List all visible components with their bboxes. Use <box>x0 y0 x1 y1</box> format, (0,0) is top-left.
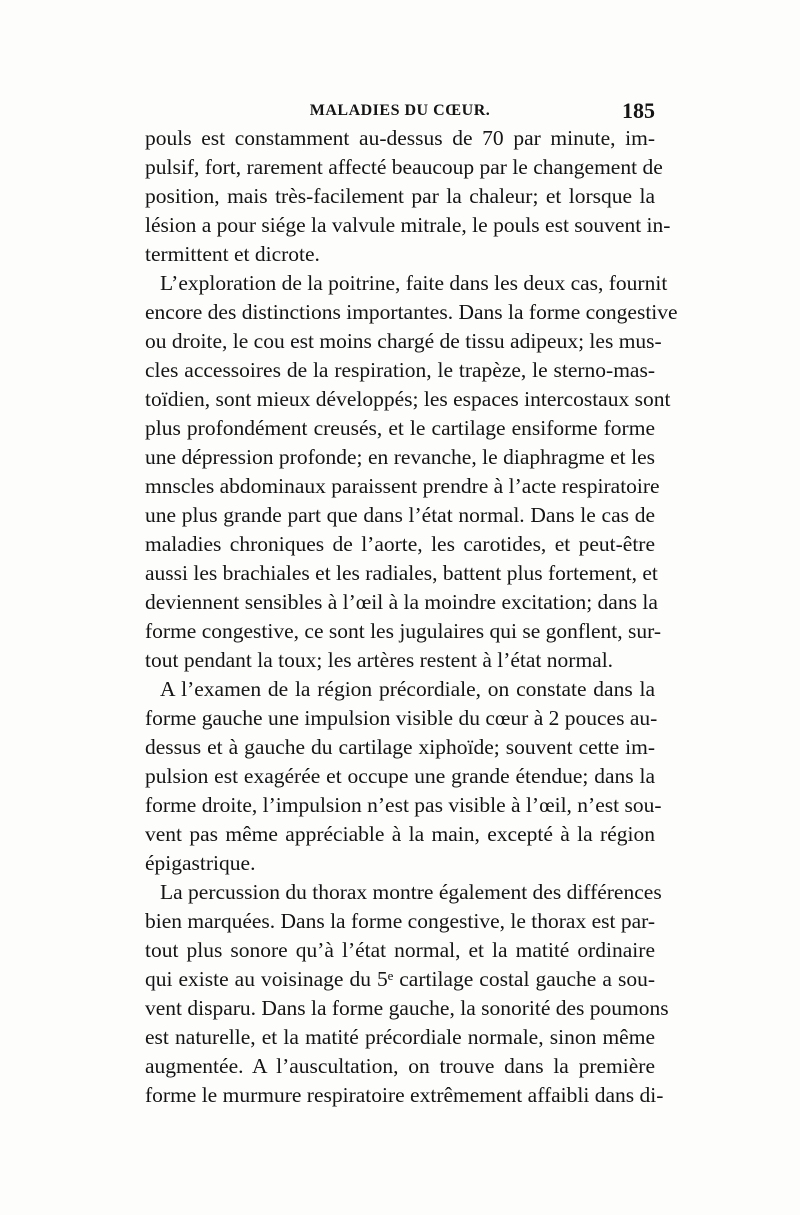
text-line: toïdien, sont mieux développés; les espaces intercostaux sont <box>145 387 671 411</box>
text-line: deviennent sensibles à l’œil à la moindre excitation; dans la <box>145 590 658 614</box>
text-line: A l’examen de la région précordiale, on constate dans la <box>160 677 655 701</box>
text-line: forme gauche une impulsion visible du cœur à 2 pouces au- <box>145 706 658 730</box>
text-line: tout pendant la toux; les artères restent à l’état normal. <box>145 648 614 672</box>
text-line: mnscles abdominaux paraissent prendre à l’acte respiratoire <box>145 474 660 498</box>
text-line: pouls est constamment au-dessus de 70 par minute, im- <box>145 126 655 150</box>
text-line: lésion a pour siége la valvule mitrale, le pouls est souvent in- <box>145 213 671 237</box>
text-line: La percussion du thorax montre également des différences <box>160 880 662 904</box>
text-line: cles accessoires de la respiration, le trapèze, le sterno-mas- <box>145 358 655 382</box>
text-line: aussi les brachiales et les radiales, battent plus fortement, et <box>145 561 658 585</box>
text-line: forme congestive, ce sont les jugulaires qui se gonflent, sur- <box>145 619 662 643</box>
body-text <box>145 124 678 1110</box>
text-line: vent pas même appréciable à la main, excepté à la région <box>145 822 655 846</box>
text-line: L’exploration de la poitrine, faite dans les deux cas, fournit <box>160 271 668 295</box>
page-number: 185 <box>622 98 655 123</box>
text-line: dessus et à gauche du cartilage xiphoïde; souvent cette im- <box>145 735 655 759</box>
text-line: position, mais très-facilement par la chaleur; et lorsque la <box>145 184 655 208</box>
text-line: augmentée. A l’auscultation, on trouve dans la première <box>145 1054 655 1078</box>
text-line: encore des distinctions importantes. Dans la forme congestive <box>145 300 678 324</box>
text-line: bien marquées. Dans la forme congestive, le thorax est par- <box>145 909 656 933</box>
text-line: une plus grande part que dans l’état normal. Dans le cas de <box>145 503 655 527</box>
text-line: forme le murmure respiratoire extrêmement affaibli dans di- <box>145 1083 664 1107</box>
text-line: maladies chroniques de l’aorte, les carotides, et peut-être <box>145 532 655 556</box>
text-line: tout plus sonore qu’à l’état normal, et la matité ordinaire <box>145 938 655 962</box>
text-line: une dépression profonde; en revanche, le diaphragme et les <box>145 445 655 469</box>
text-line: vent disparu. Dans la forme gauche, la sonorité des poumons <box>145 996 669 1020</box>
text-line: est naturelle, et la matité précordiale normale, sinon même <box>145 1025 655 1049</box>
text-line: ou droite, le cou est moins chargé de tissu adipeux; les mus- <box>145 329 662 353</box>
text-line: pulsif, fort, rarement affecté beaucoup par le changement de <box>145 155 663 179</box>
text-line: pulsion est exagérée et occupe une grande étendue; dans la <box>145 764 655 788</box>
text-line: qui existe au voisinage du 5ᵉ cartilage costal gauche a sou- <box>145 967 655 991</box>
running-title: MALADIES DU CŒUR. <box>309 102 491 119</box>
text-line: termittent et dicrote. <box>145 242 320 266</box>
text-line: forme droite, l’impulsion n’est pas visible à l’œil, n’est sou- <box>145 793 662 817</box>
text-line: plus profondément creusés, et le cartilage ensiforme forme <box>145 416 655 440</box>
text-line: épigastrique. <box>145 851 256 875</box>
